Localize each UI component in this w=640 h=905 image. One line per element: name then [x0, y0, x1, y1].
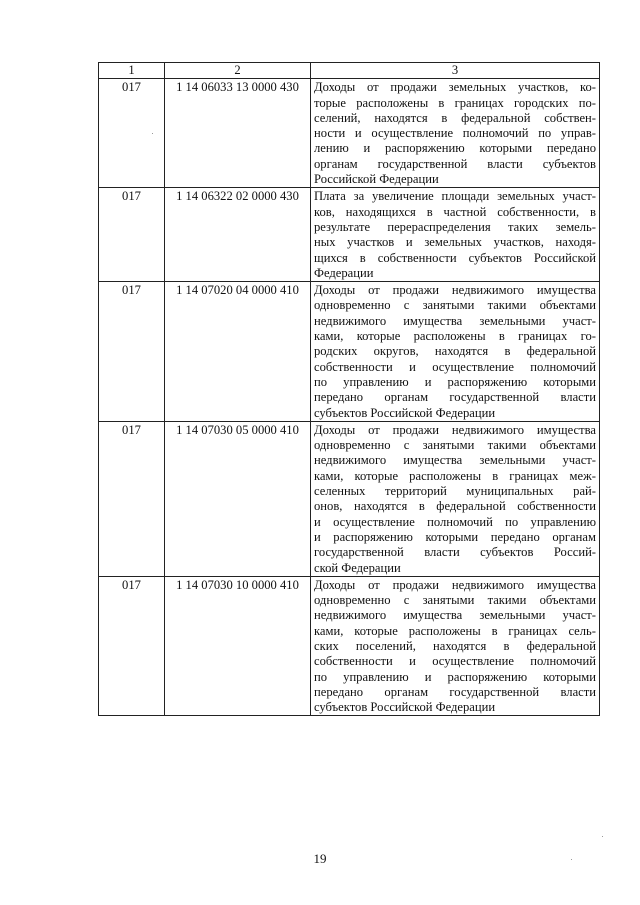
page-number: 19 — [313, 851, 327, 866]
description-cell — [311, 421, 600, 576]
description-cell — [311, 188, 600, 282]
admin-code-cell: 017 — [99, 576, 165, 716]
description-line: онов, находятся в федеральной собственности — [314, 499, 596, 514]
description-line: ками, которые расположены в границах сель- — [314, 623, 596, 638]
description-line: ской Федерации — [314, 560, 401, 575]
description-line: субъектов Российской Федерации — [314, 405, 496, 420]
description-line: субъектов Российской Федерации — [314, 700, 496, 715]
description-line: одновременно с занятыми такими объектами — [314, 438, 596, 453]
description-line: и осуществление полномочий по управлению — [314, 514, 596, 529]
description-line: по управлению и распоряжению которыми — [314, 669, 596, 684]
description-line: передано органам государственной власти — [314, 390, 596, 405]
column-header-1: 1 — [99, 63, 165, 79]
kbk-code-cell: 1 14 07020 04 0000 410 — [165, 282, 311, 422]
description-line: недвижимого имущества земельными участ- — [314, 608, 596, 623]
description-line: ками, которые расположены в границах меж- — [314, 468, 596, 483]
description-line: Российской Федерации — [314, 172, 439, 187]
description-line: ских поселений, находятся в федеральной — [314, 638, 596, 653]
description-line: недвижимого имущества земельными участ- — [314, 453, 596, 468]
description-line: торые расположены в границах городских по- — [314, 95, 596, 110]
description-line: ков, находящихся в частной собственности, в — [314, 204, 596, 219]
table-row — [99, 421, 600, 576]
column-header-2: 2 — [165, 63, 311, 79]
column-header-3: 3 — [311, 63, 600, 79]
kbk-code-cell: 1 14 07030 10 0000 410 — [165, 576, 311, 716]
table-row — [99, 282, 600, 422]
description-line: селений, находятся в федеральной собствен- — [314, 110, 596, 125]
description-line: лению и распоряжению которыми передано — [314, 141, 596, 156]
description-line: государственной власти субъектов Россий- — [314, 545, 596, 560]
description-line: Доходы от продажи земельных участков, ко- — [314, 80, 596, 95]
description-line: одновременно с занятыми такими объектами — [314, 593, 596, 608]
description-line: щихся в собственности субъектов Российской — [314, 250, 596, 265]
description-cell — [311, 282, 600, 422]
description-cell — [311, 576, 600, 716]
admin-code-cell: 017 — [99, 79, 165, 188]
table-row — [99, 576, 600, 716]
scan-speck — [571, 859, 572, 860]
description-line: по управлению и распоряжению которыми — [314, 374, 596, 389]
description-line: Плата за увеличение площади земельных участ- — [314, 189, 596, 204]
description-line: и распоряжению которыми передано органам — [314, 529, 596, 544]
admin-code-cell: 017 — [99, 188, 165, 282]
table-row — [99, 79, 600, 188]
description-cell — [311, 79, 600, 188]
description-line: ных участков и земельных участков, находя- — [314, 235, 596, 250]
description-line: собственности и осуществление полномочий — [314, 654, 596, 669]
scan-speck — [602, 836, 603, 837]
description-line: недвижимого имущества земельными участ- — [314, 313, 596, 328]
description-line: результате перераспределения таких земель- — [314, 219, 596, 234]
kbk-code-cell: 1 14 07030 05 0000 410 — [165, 421, 311, 576]
description-line: Доходы от продажи недвижимого имущества — [314, 422, 596, 437]
table-body — [99, 79, 600, 716]
description-line: ками, которые расположены в границах го- — [314, 329, 596, 344]
scan-speck — [152, 133, 153, 134]
table-row — [99, 188, 600, 282]
admin-code-cell: 017 — [99, 282, 165, 422]
revenue-codes-table — [98, 62, 600, 716]
kbk-code-cell: 1 14 06322 02 0000 430 — [165, 188, 311, 282]
admin-code-cell: 017 — [99, 421, 165, 576]
description-line: Федерации — [314, 265, 374, 280]
table-header-row — [99, 63, 600, 79]
description-line: Доходы от продажи недвижимого имущества — [314, 283, 596, 298]
description-line: органам государственной власти субъектов — [314, 156, 596, 171]
description-line: передано органам государственной власти — [314, 684, 596, 699]
description-line: одновременно с занятыми такими объектами — [314, 298, 596, 313]
description-line: Доходы от продажи недвижимого имущества — [314, 577, 596, 592]
description-line: селенных территорий муниципальных рай- — [314, 484, 596, 499]
description-line: собственности и осуществление полномочий — [314, 359, 596, 374]
description-line: родских округов, находятся в федеральной — [314, 344, 596, 359]
kbk-code-cell: 1 14 06033 13 0000 430 — [165, 79, 311, 188]
description-line: ности и осуществление полномочий по управ- — [314, 126, 596, 141]
